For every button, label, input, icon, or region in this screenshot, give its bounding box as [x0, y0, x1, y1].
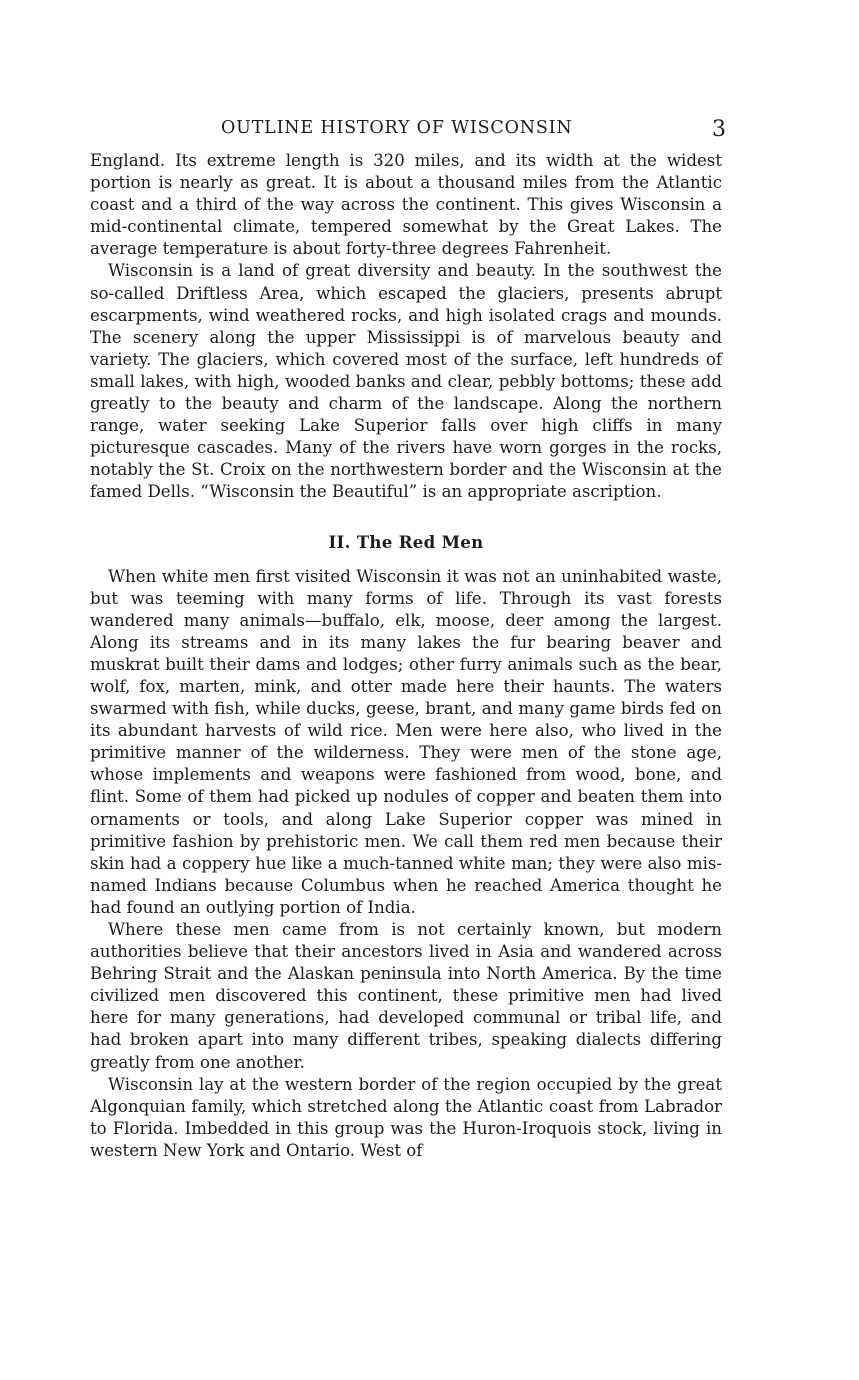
- book-page: [90, 117, 726, 1162]
- body-paragraph-2: Where these men came from is not certainly known, but modern authorities believe that their ancestors lived in Asia and wandered across Behring Strait and the Alaskan peninsula into North America. By the time civilized men discovered this continent, these primitive men had lived here for many generations, had developed communal or tribal life, and had broken apart into many different tribes, speaking dialects differing greatly from one another.: [90, 920, 722, 1072]
- running-head: OUTLINE HISTORY OF WISCONSIN: [221, 118, 573, 138]
- page-number: 3: [712, 117, 726, 142]
- page-header: [90, 117, 726, 150]
- section-heading: II. The Red Men: [328, 531, 484, 552]
- body-paragraph-3: Wisconsin lay at the western border of the region occupied by the great Algonquian family, which stretched along the Atlantic coast from Labrador to Florida. Imbedded in this group was the Huron-Iroquois stock, living in western New York and Ontario. West of: [90, 1074, 722, 1160]
- intro-paragraph-1: England. Its extreme length is 320 miles, and its width at the widest portion is nearly as great. It is about a thousand miles from the Atlantic coast and a third of the way across the continent. This gives Wisconsin a mid-continental climate, tempered somewhat by the Great Lakes. The average temperature is about forty-three degrees Fahrenheit.: [90, 151, 722, 259]
- intro-paragraph-2: Wisconsin is a land of great diversity and beauty. In the southwest the so-called Driftless Area, which escaped the glaciers, presents abrupt escarpments, wind weathered rocks, and high isolated crags and mounds. The scenery along the upper Mississippi is of marvelous beauty and variety. The glaciers, which covered most of the surface, left hundreds of small lakes, with high, wooded banks and clear, pebbly bottoms; these add greatly to the beauty and charm of the landscape. Along the northern range, water seeking Lake Superior falls over high cliffs in many picturesque cascades. Many of the rivers have worn gorges in the rocks, notably the St. Croix on the northwestern border and the Wisconsin at the famed Dells. “Wisconsin the Beautiful” is an appropriate ascription.: [90, 261, 722, 502]
- body-paragraph-1: When white men first visited Wisconsin it was not an uninhabited waste, but was teeming with many forms of life. Through its vast forests wandered many animals—buffalo, elk, moose, deer among the largest. Along its streams and in its many lakes the fur bearing beaver and muskrat built their dams and lodges; other furry animals such as the bear, wolf, fox, marten, mink, and otter made here their haunts. The waters swarmed with fish, while ducks, geese, brant, and many game birds fed on its abundant harvests of wild rice. Men were here also, who lived in the primitive manner of the wilderness. They were men of the stone age, whose implements and weapons were fashioned from wood, bone, and flint. Some of them had picked up nodules of copper and beaten them into ornaments or tools, and along Lake Superior copper was mined in primitive fashion by prehistoric men. We call them red men because their skin had a coppery hue like a much-tanned white man; they were also mis-named Indians because Columbus when he reached America thought he had found an outlying portion of India.: [90, 566, 722, 917]
